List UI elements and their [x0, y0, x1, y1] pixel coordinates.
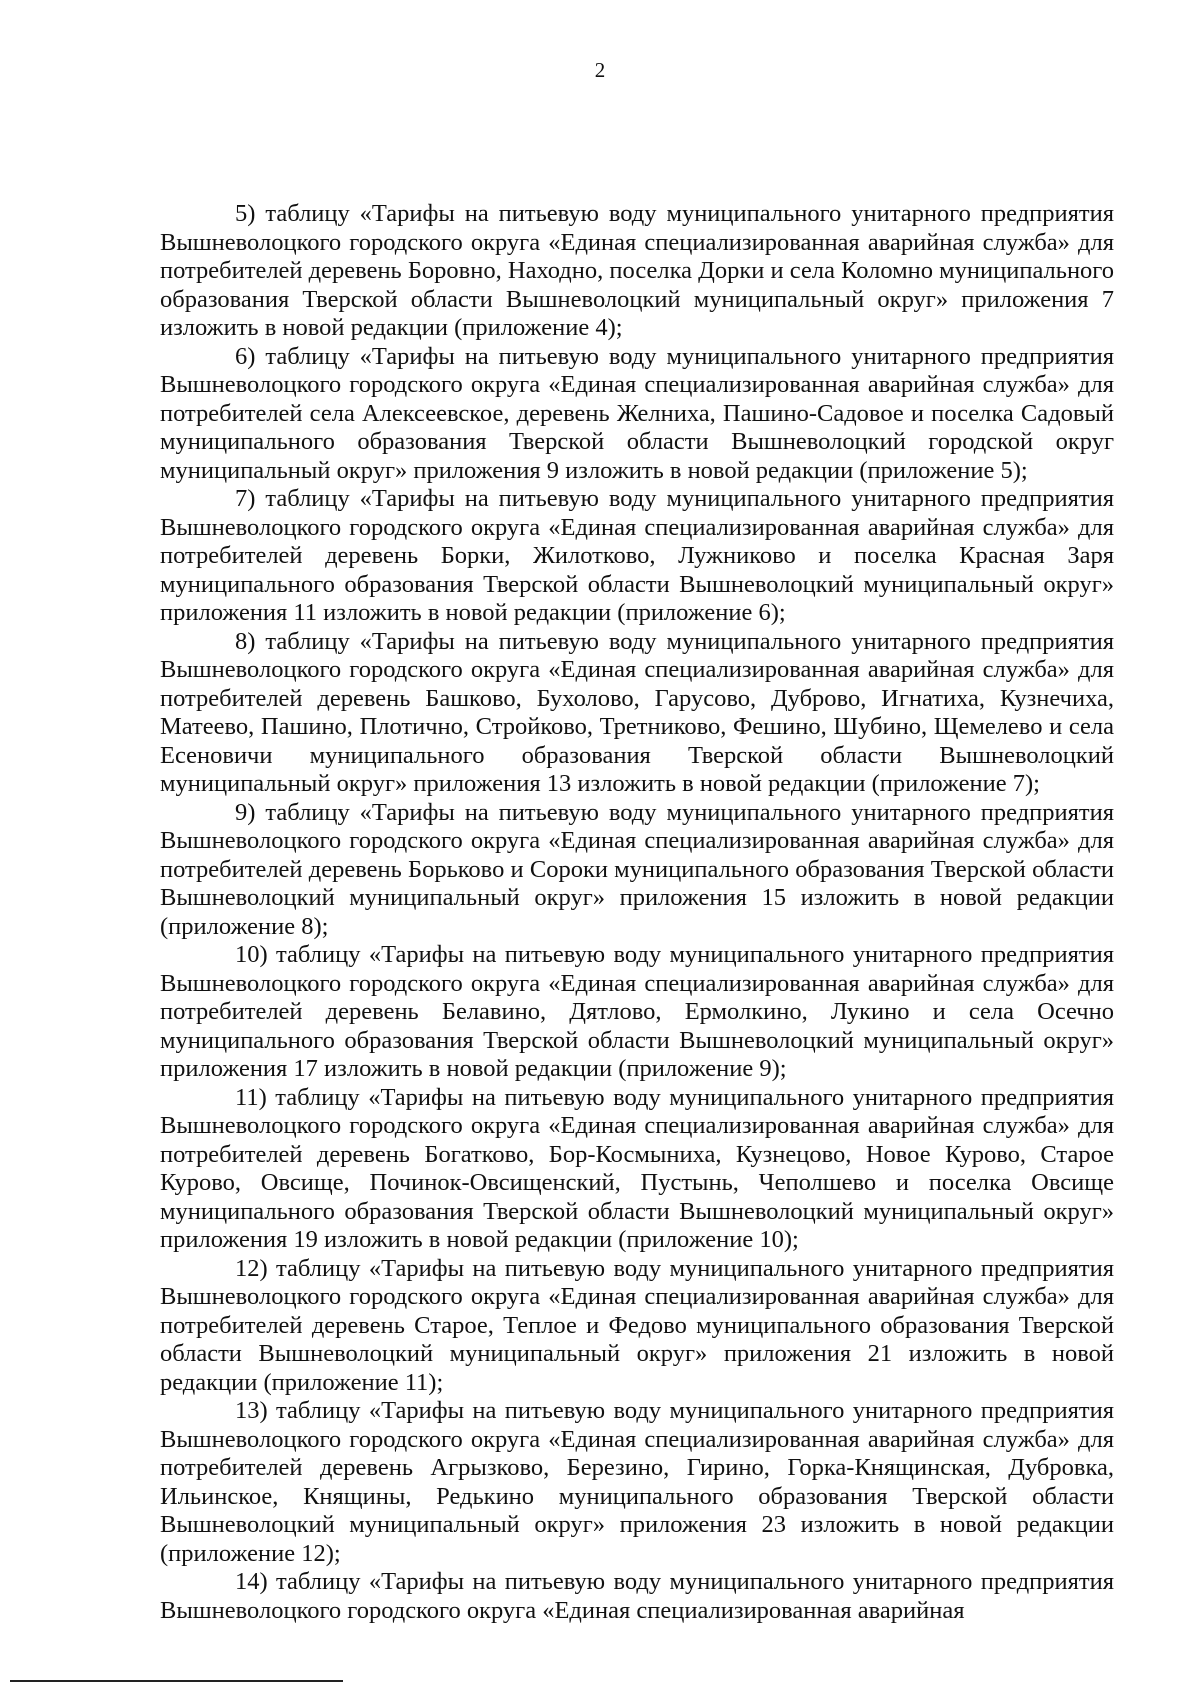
paragraph-item-11: 11) таблицу «Тарифы на питьевую воду муниципального унитарного предприятия Вышневолоцкого городского округа «Единая специализированная аварийная служба» для потребителей деревень Богатково, Бор-Космыниха, Кузнецово, Новое Курово, Старое Курово, Овсище, Починок-Овсищенский, Пустынь, Чеполшево и поселка Овсище муниципального образования Тверской области Вышневолоцкий муниципальный округ» приложения 19 изложить в новой редакции (приложение 10);	[160, 1083, 1114, 1253]
paragraph-item-6: 6) таблицу «Тарифы на питьевую воду муниципального унитарного предприятия Вышневолоцкого городского округа «Единая специализированная аварийная служба» для потребителей села Алексеевское, деревень Желниха, Пашино-Садовое и поселка Садовый муниципального образования Тверской области Вышневолоцкий городской округ муниципальный округ» приложения 9 изложить в новой редакции (приложение 5);	[160, 342, 1114, 484]
paragraph-item-13: 13) таблицу «Тарифы на питьевую воду муниципального унитарного предприятия Вышневолоцкого городского округа «Единая специализированная аварийная служба» для потребителей деревень Агрызково, Березино, Гирино, Горка-Княщинская, Дубровка, Ильинское, Княщины, Редькино муниципального образования Тверской области Вышневолоцкий муниципальный округ» приложения 23 изложить в новой редакции (приложение 12);	[160, 1397, 1114, 1567]
paragraph-item-14: 14) таблицу «Тарифы на питьевую воду муниципального унитарного предприятия Вышневолоцкого городского округа «Единая специализированная аварийная	[160, 1568, 1114, 1624]
paragraph-item-7: 7) таблицу «Тарифы на питьевую воду муниципального унитарного предприятия Вышневолоцкого городского округа «Единая специализированная аварийная служба» для потребителей деревень Борки, Жилотково, Лужниково и поселка Красная Заря муниципального образования Тверской области Вышневолоцкий муниципальный округ» приложения 11 изложить в новой редакции (приложение 6);	[160, 485, 1114, 626]
paragraph-item-5: 5) таблицу «Тарифы на питьевую воду муниципального унитарного предприятия Вышневолоцкого городского округа «Единая специализированная аварийная служба» для потребителей деревень Боровно, Находно, поселка Дорки и села Коломно муниципального образования Тверской области Вышневолоцкий муниципальный округ» приложения 7 изложить в новой редакции (приложение 4);	[160, 200, 1114, 341]
page-number: 2	[594, 58, 606, 82]
paragraph-item-9: 9) таблицу «Тарифы на питьевую воду муниципального унитарного предприятия Вышневолоцкого городского округа «Единая специализированная аварийная служба» для потребителей деревень Борьково и Сороки муниципального образования Тверской области Вышневолоцкий муниципальный округ» приложения 15 изложить в новой редакции (приложение 8);	[160, 798, 1114, 940]
paragraph-item-12: 12) таблицу «Тарифы на питьевую воду муниципального унитарного предприятия Вышневолоцкого городского округа «Единая специализированная аварийная служба» для потребителей деревень Старое, Теплое и Федово муниципального образования Тверской области Вышневолоцкий муниципальный округ» приложения 21 изложить в новой редакции (приложение 11);	[160, 1254, 1114, 1396]
document-body	[160, 200, 1114, 1625]
paragraph-item-8: 8) таблицу «Тарифы на питьевую воду муниципального унитарного предприятия Вышневолоцкого городского округа «Единая специализированная аварийная служба» для потребителей деревень Башково, Бухолово, Гарусово, Дуброво, Игнатиха, Кузнечиха, Матеево, Пашино, Плотично, Стройково, Третниково, Фешино, Шубино, Щемелево и села Есеновичи муниципального образования Тверской области Вышневолоцкий муниципальный округ» приложения 13 изложить в новой редакции (приложение 7);	[160, 627, 1114, 797]
paragraph-item-10: 10) таблицу «Тарифы на питьевую воду муниципального унитарного предприятия Вышневолоцкого городского округа «Единая специализированная аварийная служба» для потребителей деревень Белавино, Дятлово, Ермолкино, Лукино и села Осечно муниципального образования Тверской области Вышневолоцкий муниципальный округ» приложения 17 изложить в новой редакции (приложение 9);	[160, 941, 1114, 1082]
footer-divider	[10, 1680, 343, 1682]
